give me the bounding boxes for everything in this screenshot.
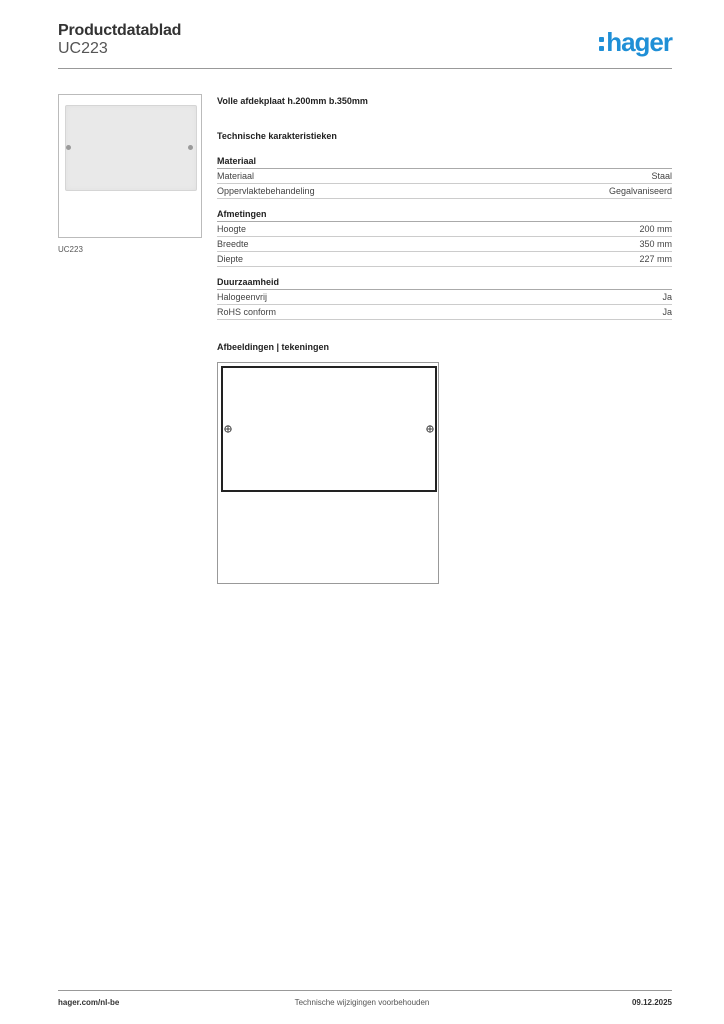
spec-label: Materiaal <box>217 171 255 181</box>
product-image <box>58 94 202 238</box>
spec-row <box>217 290 672 305</box>
header-divider <box>58 68 672 69</box>
spec-row <box>217 184 672 199</box>
tech-characteristics-heading: Technische karakteristieken <box>217 131 337 141</box>
cover-plate-picture <box>65 105 197 191</box>
footer-disclaimer: Technische wijzigingen voorbehouden <box>294 998 430 1007</box>
spec-label: Hoogte <box>217 224 247 234</box>
spec-value: Ja <box>662 307 672 317</box>
spec-row <box>217 169 672 184</box>
footer-date: 09.12.2025 <box>631 998 672 1007</box>
screw-symbol-right-icon <box>427 426 433 432</box>
spec-group-title: Duurzaamheid <box>217 277 672 290</box>
technical-drawing <box>217 362 439 584</box>
spec-label: Diepte <box>217 254 244 264</box>
footer-website-link[interactable]: hager.com/nl-be <box>58 998 120 1007</box>
document-title: Productdatablad <box>58 22 182 39</box>
drawings-heading: Afbeeldingen | tekeningen <box>217 342 330 352</box>
spec-value: Staal <box>651 171 672 181</box>
hager-logo[interactable] <box>599 28 672 56</box>
spec-value: Gegalvaniseerd <box>608 186 672 196</box>
spec-value: 227 mm <box>639 254 672 264</box>
spec-row <box>217 237 672 252</box>
spec-value: Ja <box>662 292 672 302</box>
product-name: Volle afdekplaat h.200mm b.350mm <box>217 96 368 106</box>
product-code: UC223 <box>58 40 108 57</box>
screw-icon <box>66 145 71 150</box>
spec-row <box>217 252 672 267</box>
screw-symbol-left-icon <box>225 426 231 432</box>
spec-row <box>217 305 672 320</box>
spec-group-title: Materiaal <box>217 156 672 169</box>
spec-value: 350 mm <box>639 239 672 249</box>
plate-outline <box>222 367 436 491</box>
spec-value: 200 mm <box>639 224 672 234</box>
footer-divider <box>58 990 672 991</box>
spec-group-title: Afmetingen <box>217 209 672 222</box>
spec-label: Halogeenvrij <box>217 292 268 302</box>
spec-row <box>217 222 672 237</box>
spec-group-materiaal <box>217 156 672 199</box>
spec-label: Breedte <box>217 239 249 249</box>
spec-group-afmetingen <box>217 209 672 267</box>
image-caption: UC223 <box>58 245 83 254</box>
logo-dots-icon <box>599 37 604 51</box>
spec-label: Oppervlaktebehandeling <box>217 186 315 196</box>
spec-group-duurzaamheid <box>217 277 672 320</box>
logo-wordmark: hager <box>606 27 672 57</box>
spec-label: RoHS conform <box>217 307 277 317</box>
drawing-svg <box>218 363 440 585</box>
screw-icon <box>188 145 193 150</box>
